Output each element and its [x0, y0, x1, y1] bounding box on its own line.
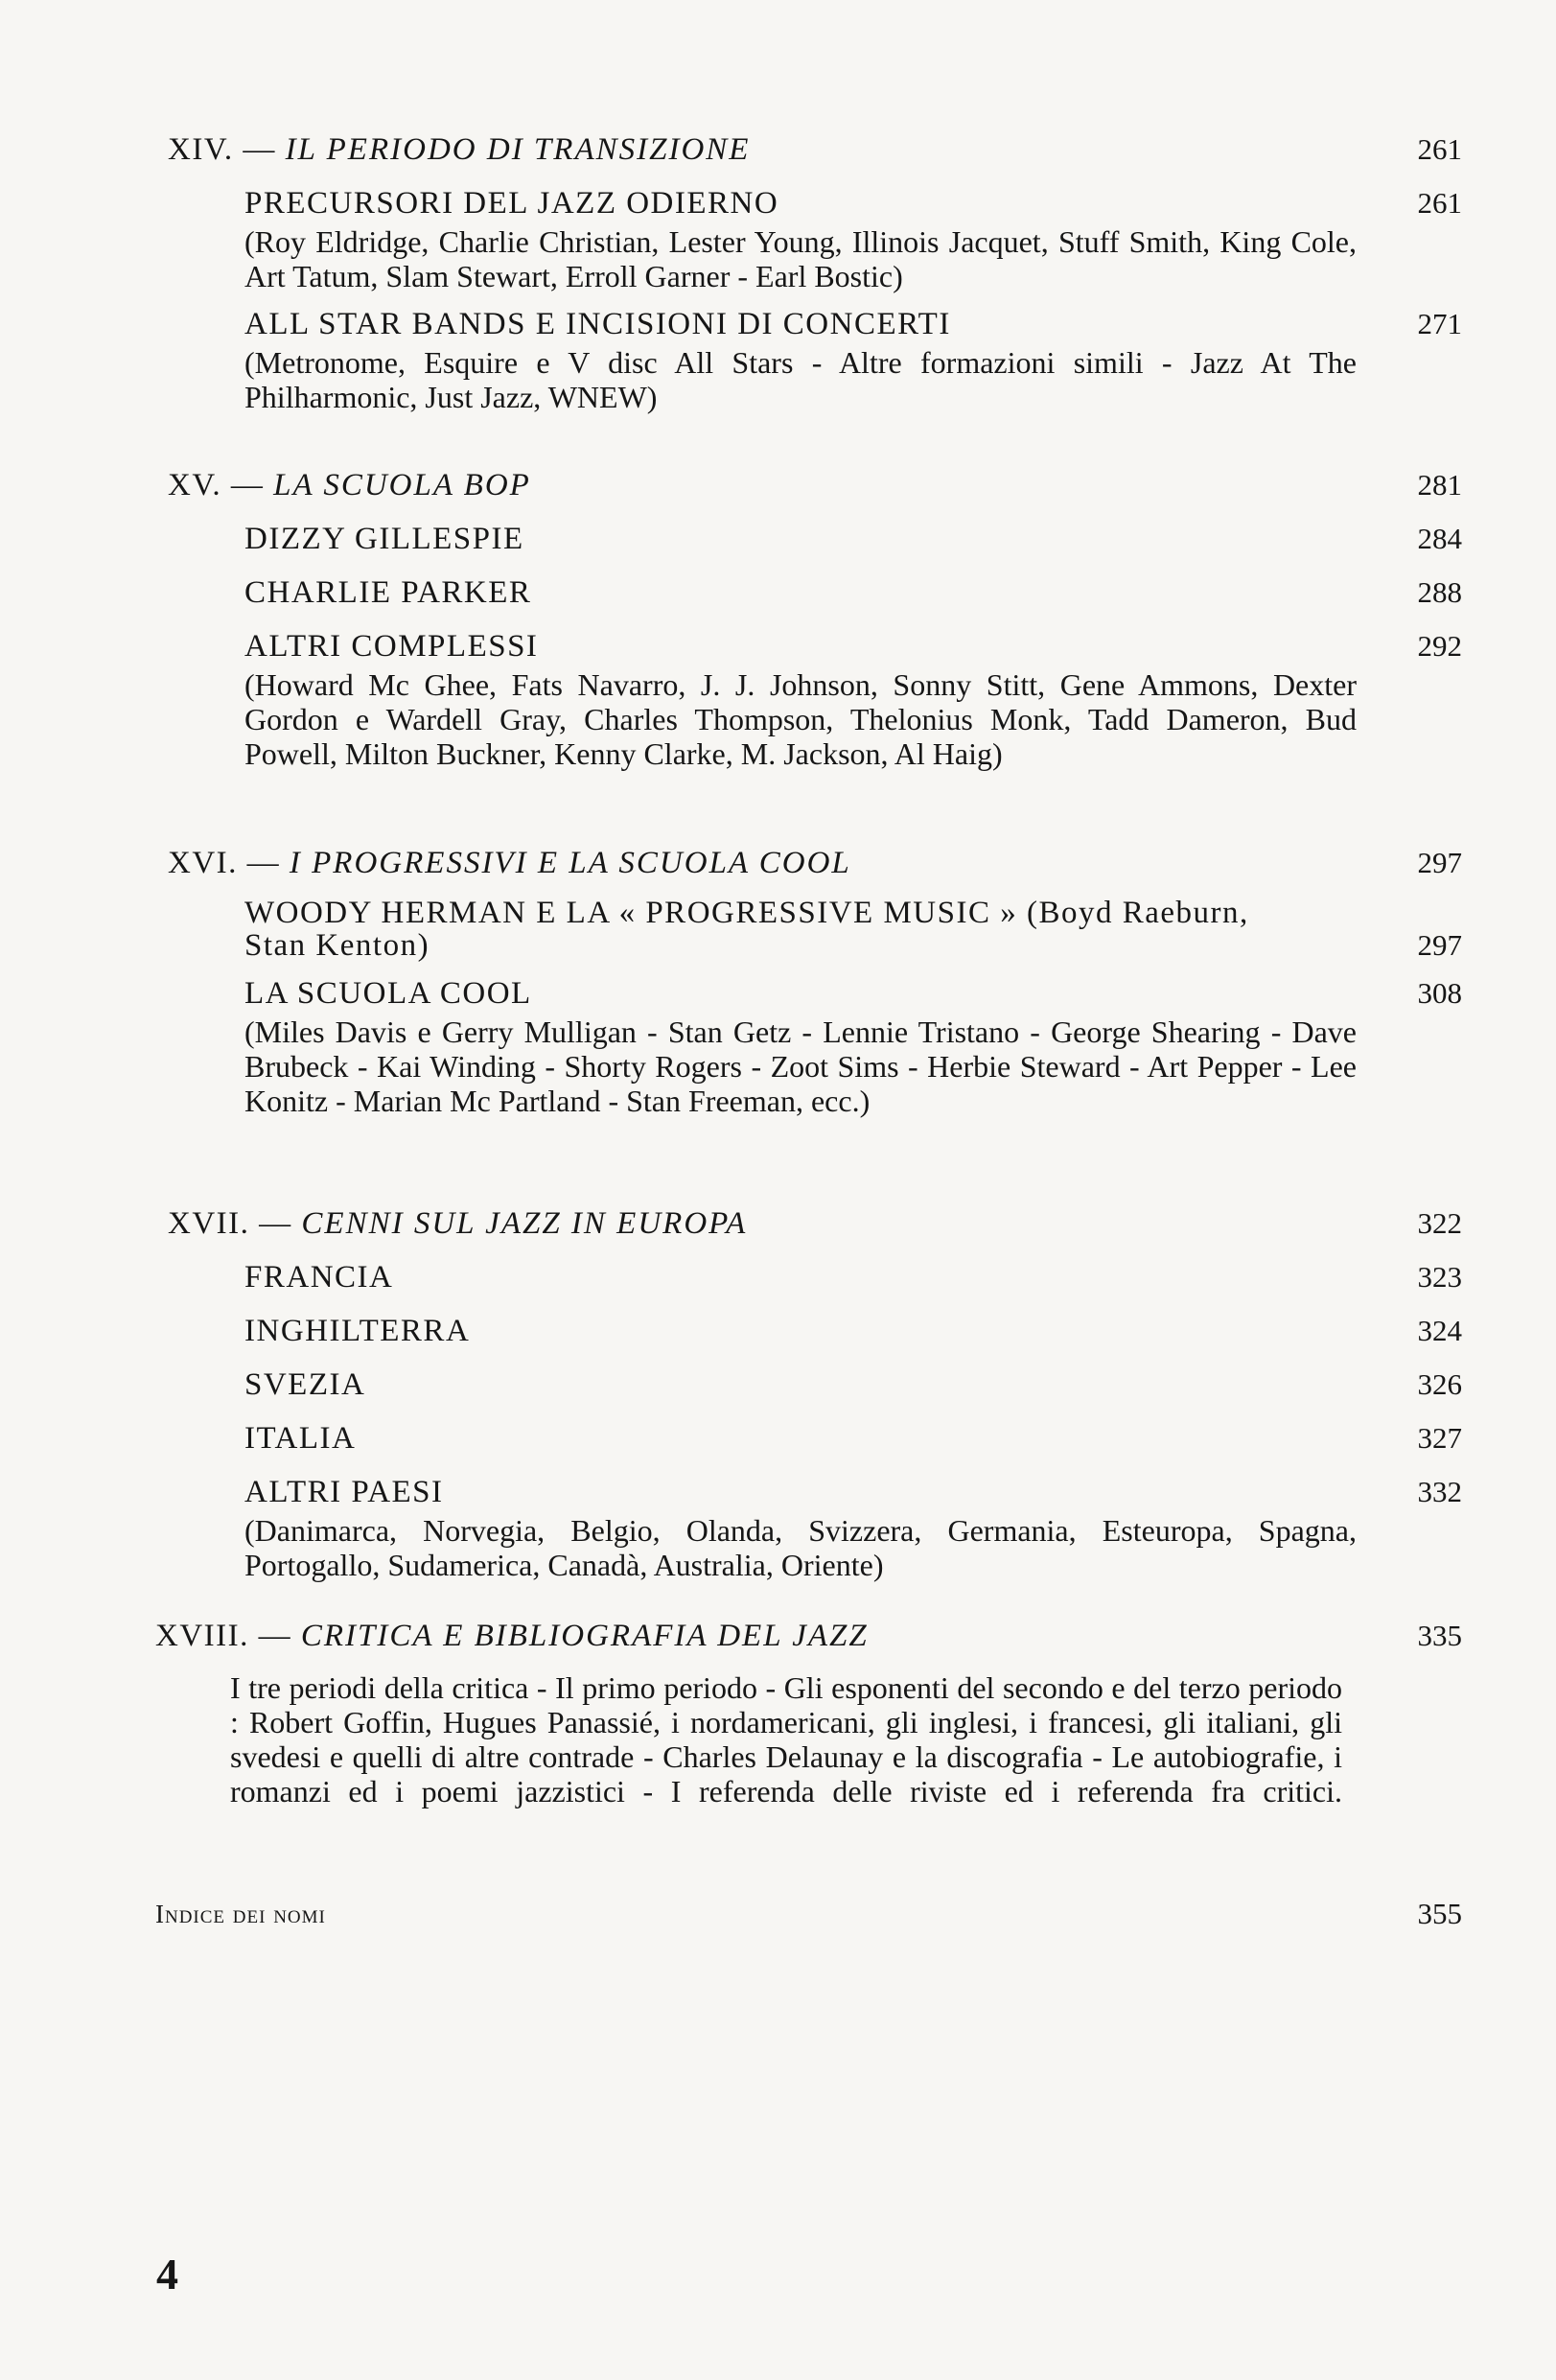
- entry-title-row: [244, 926, 1462, 965]
- chapter-heading: [168, 1199, 1462, 1248]
- entry-page: 288: [1417, 575, 1462, 609]
- chapter-heading: [155, 1611, 1462, 1661]
- entry-title-row: [244, 621, 1462, 671]
- entry-page: 297: [1417, 928, 1462, 962]
- entry-page: 308: [1417, 976, 1462, 1010]
- chapter-page: 322: [1417, 1206, 1462, 1240]
- page-number: 4: [156, 2250, 178, 2298]
- entry-title-row: [244, 1252, 1462, 1302]
- toc-entry: [244, 1360, 1462, 1410]
- entry-page: 261: [1417, 186, 1462, 220]
- chapter-title: I PROGRESSIVI E LA SCUOLA COOL: [289, 846, 851, 880]
- entry-title-row: [244, 178, 1462, 228]
- entry-subtitle: (Roy Eldridge, Charlie Christian, Lester Young, Illinois Jacquet, Stuff Smith, King Cole, Art Tatum, Slam Stewart, Erroll Garner - Earl Bostic): [244, 224, 1357, 293]
- entry-title: DIZZY GILLESPIE: [244, 522, 524, 556]
- toc-entry: [244, 894, 1462, 965]
- entry-title: FRANCIA: [244, 1260, 394, 1295]
- entry-title: CHARLIE PARKER: [244, 575, 532, 610]
- index-entry: [155, 1889, 1462, 1939]
- entry-title: SVEZIA: [244, 1367, 366, 1402]
- chapter-page: 261: [1417, 132, 1462, 166]
- entry-title: WOODY HERMAN E LA « PROGRESSIVE MUSIC » (Boyd Raeburn,: [244, 896, 1249, 930]
- entry-subtitle: (Metronome, Esquire e V disc All Stars - Altre formazioni simili - Jazz At The Philharmonic, Just Jazz, WNEW): [244, 345, 1357, 414]
- entry-title: PRECURSORI DEL JAZZ ODIERNO: [244, 186, 779, 221]
- toc-entry: [244, 178, 1462, 293]
- entry-title: INGHILTERRA: [244, 1314, 471, 1348]
- entry-title-row: [244, 1360, 1462, 1410]
- entry-title-row: [244, 968, 1462, 1018]
- chapter-dash: —: [230, 468, 265, 502]
- index-page: 355: [1417, 1897, 1462, 1930]
- chapter-title: IL PERIODO DI TRANSIZIONE: [285, 132, 751, 167]
- chapter-number: XIV.: [168, 132, 234, 167]
- entry-title-row: [244, 514, 1462, 564]
- toc-entry: [244, 1413, 1462, 1463]
- entry-title: ALL STAR BANDS E INCISIONI DI CONCERTI: [244, 307, 951, 341]
- chapter-xv: [168, 460, 1462, 777]
- chapter-xiv: [168, 125, 1462, 420]
- entry-title: ALTRI PAESI: [244, 1475, 444, 1509]
- entry-page: 271: [1417, 307, 1462, 340]
- chapter-number: XVII.: [168, 1206, 250, 1241]
- chapter-xviii: [155, 1611, 1462, 1808]
- entry-title-row: [244, 1306, 1462, 1356]
- chapter-title: CENNI SUL JAZZ IN EUROPA: [301, 1206, 748, 1241]
- entry-page: 292: [1417, 629, 1462, 663]
- toc-entry: [244, 968, 1462, 1118]
- toc-entry: [244, 1467, 1462, 1582]
- chapter-xvi: [168, 838, 1462, 1124]
- entry-subtitle: (Howard Mc Ghee, Fats Navarro, J. J. Johnson, Sonny Stitt, Gene Ammons, Dexter Gordon e Wardell Gray, Charles Thompson, Thelonius Monk, Tadd Dameron, Bud Powell, Milton Buckner, Kenny Clarke, M. Jackson, Al Haig): [244, 667, 1357, 771]
- entry-page: 284: [1417, 522, 1462, 555]
- entry-page: 327: [1417, 1421, 1462, 1455]
- toc-entry: [244, 1306, 1462, 1356]
- entry-title-row: [244, 1413, 1462, 1463]
- entry-page: 326: [1417, 1367, 1462, 1401]
- entry-title: LA SCUOLA COOL: [244, 976, 532, 1011]
- chapter-number: XVIII.: [155, 1619, 249, 1653]
- toc-entry: [244, 621, 1462, 771]
- chapter-page: 281: [1417, 468, 1462, 502]
- entry-title-row: [244, 1467, 1462, 1517]
- chapter-heading: [168, 838, 1462, 888]
- toc-entry: [244, 568, 1462, 618]
- chapter-heading: [168, 460, 1462, 510]
- entry-page: 323: [1417, 1260, 1462, 1294]
- chapter-number: XV.: [168, 468, 222, 502]
- chapter-dash: —: [259, 1206, 292, 1241]
- chapter-title: CRITICA E BIBLIOGRAFIA DEL JAZZ: [300, 1619, 869, 1653]
- chapter-page: 297: [1417, 846, 1462, 879]
- index-label: Indice dei nomi: [155, 1900, 326, 1928]
- chapter-dash: —: [243, 132, 276, 167]
- entry-page: 324: [1417, 1314, 1462, 1347]
- chapter-summary: I tre periodi della critica - Il primo periodo - Gli esponenti del secondo e del terzo periodo : Robert Goffin, Hugues Panassié, i nordamericani, gli inglesi, i francesi, gli italiani, gli svedesi e quelli di altre contrade - Charles Delaunay e la discografia - Le autobiografie, i romanzi ed i poemi jazzistici - I referenda delle riviste ed i referenda fra critici.: [230, 1670, 1342, 1808]
- chapter-dash: —: [258, 1619, 292, 1653]
- entry-title-row: [244, 299, 1462, 349]
- entry-subtitle: (Danimarca, Norvegia, Belgio, Olanda, Svizzera, Germania, Esteuropa, Spagna, Portogallo, Sudamerica, Canadà, Australia, Oriente): [244, 1513, 1357, 1582]
- chapter-dash: —: [246, 846, 281, 880]
- chapter-number: XVI.: [168, 846, 238, 880]
- entry-page: 332: [1417, 1475, 1462, 1508]
- entry-subtitle: (Miles Davis e Gerry Mulligan - Stan Getz - Lennie Tristano - George Shearing - Dave Brubeck - Kai Winding - Shorty Rogers - Zoot Sims - Herbie Steward - Art Pepper - Lee Konitz - Marian Mc Partland - Stan Freeman, ecc.): [244, 1015, 1357, 1118]
- chapter-page: 335: [1417, 1619, 1462, 1652]
- chapter-xvii: [168, 1199, 1462, 1588]
- entry-title-row: [244, 568, 1462, 618]
- entry-title-continued: Stan Kenton): [244, 928, 430, 963]
- toc-entry: [244, 1252, 1462, 1302]
- chapter-title: LA SCUOLA BOP: [273, 468, 531, 502]
- entry-title: ALTRI COMPLESSI: [244, 629, 539, 664]
- toc-entry: [244, 299, 1462, 414]
- entry-title: ITALIA: [244, 1421, 357, 1456]
- toc-entry: [244, 514, 1462, 564]
- chapter-heading: [168, 125, 1462, 175]
